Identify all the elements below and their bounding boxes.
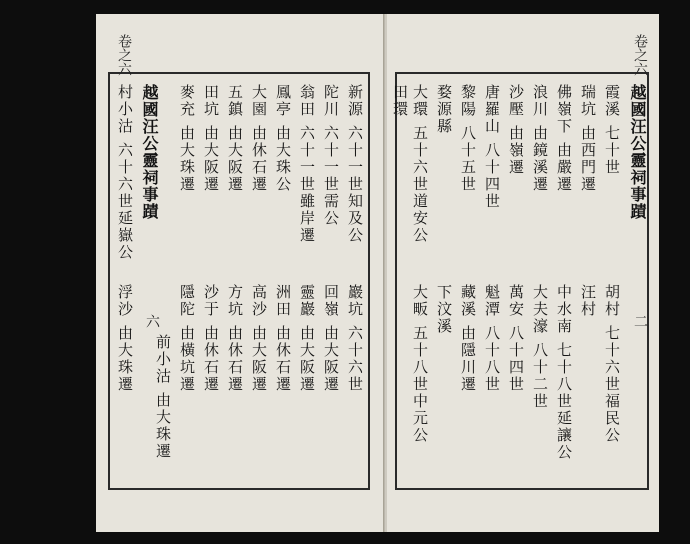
left-col-1: 新源 六十一世知及公 [346,84,364,244]
right-col-4: 浪川 由鏡溪遷 [531,84,549,193]
left-title-column [139,84,161,220]
right-col-9: 大環 五十六世道安公 [411,84,429,244]
right-col-8: 婺源縣 [435,84,453,135]
right-page [387,14,659,532]
left-col-10: 村小沽 六十六世延嶽公 [116,84,134,261]
right-col-10: 田環 [391,84,409,118]
left-col-13: 靈巖 由大阪遷 [298,284,316,393]
right-title-column [627,84,649,220]
right-col-13: 中水南 七十八世延讓公 [555,284,573,461]
left-title: 越國汪公靈祠事蹟 [140,84,159,220]
left-title-mark: 卷之六 [116,34,132,76]
right-col-6: 唐羅山 八十四世 [483,84,501,210]
left-page [96,14,387,532]
left-col-11: 巖坑 六十六世 [346,284,364,393]
right-col-11: 胡村 七十六世福民公 [603,284,621,444]
left-col-4: 鳳亭 由大珠公 [274,84,292,193]
right-col-2: 瑞坑 由西門遷 [579,84,597,193]
right-col-16: 魁潭 八十八世 [483,284,501,393]
left-col-19: 浮沙 由大珠遷 [116,284,134,393]
right-col-18: 大畈 五十八世中元公 [411,284,429,444]
right-col-15: 萬安 八十四世 [507,284,525,393]
left-page-marker: 六 [144,314,160,328]
left-col-3: 翁田 六十一世雖岸遷 [298,84,316,244]
right-title-mark: 卷之六 [632,34,648,76]
left-col-7: 田坑 由大阪遷 [202,84,220,193]
left-col-2: 陀川 六十一世需公 [322,84,340,227]
left-col-12: 回嶺 由大阪遷 [322,284,340,393]
left-col-8: 麥充 由大珠遷 [178,84,196,193]
right-col-7: 黎陽 八十五世 [459,84,477,193]
left-col-14: 洲田 由休石遷 [274,284,292,393]
right-col-1: 霞溪 七十世 [603,84,621,176]
right-col-14: 大夫濠 八十二世 [531,284,549,410]
left-col-17: 沙于 由休石遷 [202,284,220,393]
left-col-18: 隱陀 由橫坑遷 [178,284,196,393]
right-page-marker: 二 [632,314,648,328]
left-col-15: 高沙 由大阪遷 [250,284,268,393]
left-col-5: 大園 由休石遷 [250,84,268,193]
right-col-5: 沙壓 由嶺遷 [507,84,525,176]
left-col-16: 方坑 由休石遷 [226,284,244,393]
left-col-9: 前小沽 由大珠遷 [154,334,172,460]
right-col-3: 佛嶺下 由嚴遷 [555,84,573,193]
right-col-12: 汪村 [579,284,597,318]
right-col-17: 藏溪 由隱川遷 [459,284,477,393]
right-col-19: 下汶溪 [435,284,453,335]
right-title: 越國汪公靈祠事蹟 [628,84,647,220]
left-col-6: 五鎮 由大阪遷 [226,84,244,193]
